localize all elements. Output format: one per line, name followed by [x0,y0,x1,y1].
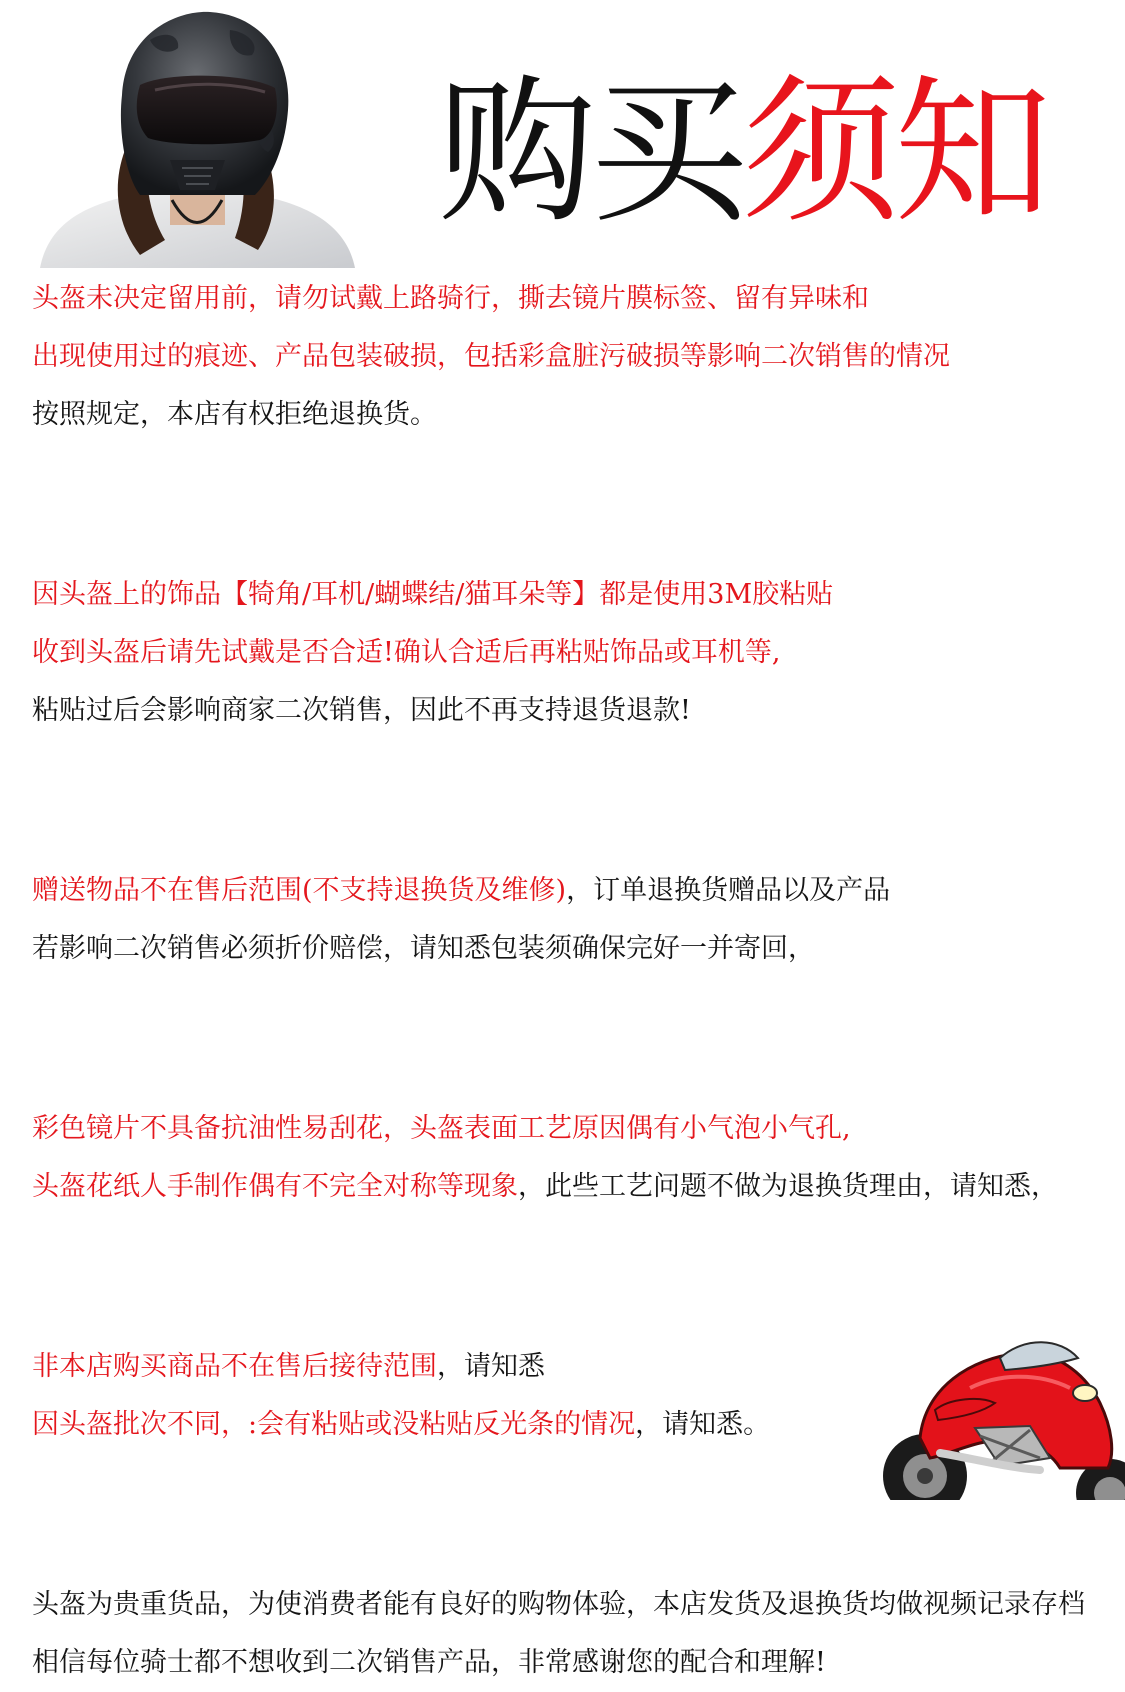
note-line: 头盔为贵重货品，为使消费者能有良好的购物体验，本店发货及退换货均做视频记录存档 [32,1589,1085,1620]
note-line: 因头盔批次不同，:会有粘贴或没粘贴反光条的情况，请知悉。 [32,1409,771,1440]
motorcycle-icon [880,1318,1125,1500]
note-line: 非本店购买商品不在售后接待范围，请知悉 [32,1351,545,1382]
note-line: 出现使用过的痕迹、产品包装破损，包括彩盒脏污破损等影响二次销售的情况 [32,341,950,372]
note-line: 若影响二次销售必须折价赔偿，请知悉包装须确保完好一并寄回， [32,933,815,964]
note-line: 彩色镜片不具备抗油性易刮花，头盔表面工艺原因偶有小气泡小气孔, [32,1113,851,1144]
note-line: 头盔花纸人手制作偶有不完全对称等现象，此些工艺问题不做为退换货理由，请知悉， [32,1171,1058,1202]
page-title [438,61,1046,245]
title-part-black: 购买 [438,61,742,245]
notes-section-gifts [32,862,1112,978]
note-line: 赠送物品不在售后范围(不支持退换货及维修)，订单退换货赠品以及产品 [32,875,891,906]
note-line: 按照规定，本店有权拒绝退换货。 [32,399,437,430]
notes-section-accessories [32,566,1112,740]
notes-section-try-on [32,270,1112,444]
notes-section-craft [32,1100,1112,1216]
note-line: 粘贴过后会影响商家二次销售，因此不再支持退货退款! [32,695,691,726]
helmet-rider-photo [30,0,360,268]
note-line: 相信每位骑士都不想收到二次销售产品，非常感谢您的配合和理解! [32,1647,826,1678]
title-part-red: 须知 [742,61,1046,245]
notes-section-closing [32,1576,1112,1692]
note-line: 收到头盔后请先试戴是否合适!确认合适后再粘贴饰品或耳机等, [32,637,781,668]
note-line: 头盔未决定留用前，请勿试戴上路骑行，撕去镜片膜标签、留有异味和 [32,283,869,314]
note-line: 因头盔上的饰品【犄角/耳机/蝴蝶结/猫耳朵等】都是使用3M胶粘贴 [32,579,834,610]
